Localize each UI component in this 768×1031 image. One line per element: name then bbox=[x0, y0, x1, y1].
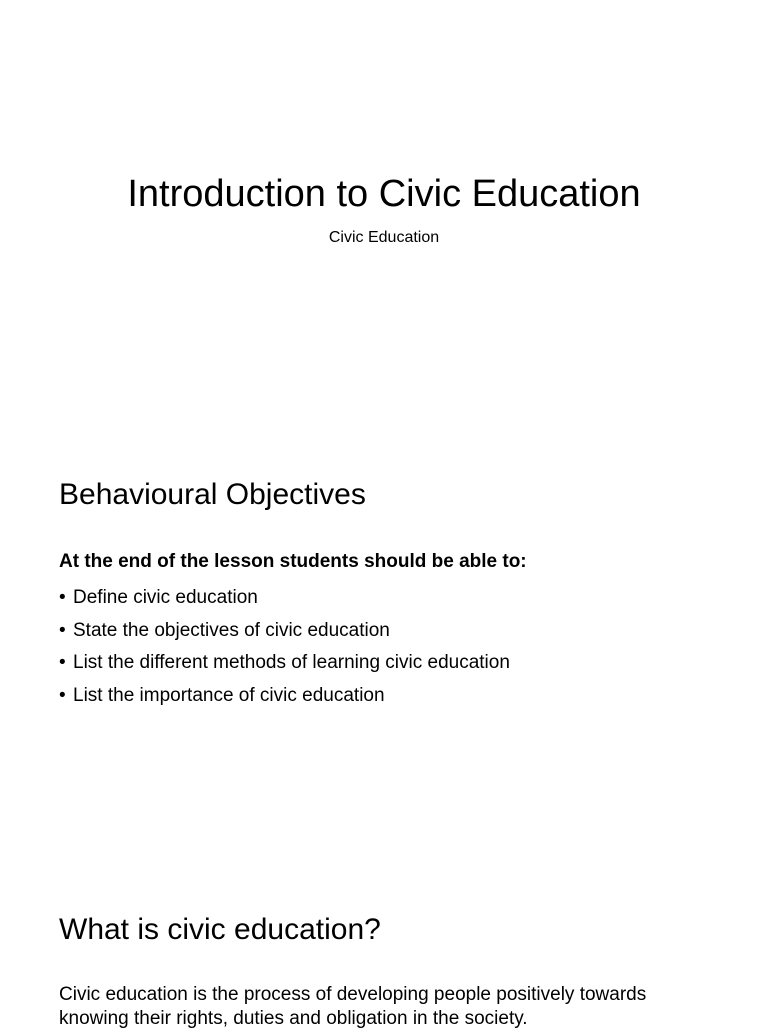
list-item-text: List the different methods of learning civic education bbox=[73, 652, 510, 673]
title-slide bbox=[0, 0, 768, 430]
bullet-icon: • bbox=[59, 619, 66, 641]
definition-slide bbox=[0, 860, 768, 1029]
slide-title: Introduction to Civic Education bbox=[127, 173, 641, 215]
list-item-text: List the importance of civic education bbox=[73, 684, 385, 706]
bullet-icon: • bbox=[59, 684, 66, 706]
objectives-list bbox=[59, 582, 510, 712]
definition-text: Civic education is the process of developing people positively towards knowing their rights, duties and obligation in the society. bbox=[59, 984, 647, 1029]
section-title: Behavioural Objectives bbox=[59, 478, 366, 511]
list-item bbox=[59, 615, 510, 648]
bullet-icon: • bbox=[59, 587, 66, 608]
list-item bbox=[59, 647, 510, 680]
section-title: What is civic education? bbox=[59, 913, 381, 946]
list-item bbox=[59, 582, 510, 615]
list-item-text: Define civic education bbox=[73, 587, 258, 608]
bullet-icon: • bbox=[59, 652, 66, 673]
list-item-text: State the objectives of civic education bbox=[73, 619, 390, 641]
objectives-slide bbox=[0, 430, 768, 860]
list-item bbox=[59, 680, 510, 713]
lead-text: At the end of the lesson students should be able to: bbox=[59, 551, 527, 572]
slide-subtitle: Civic Education bbox=[328, 229, 440, 246]
